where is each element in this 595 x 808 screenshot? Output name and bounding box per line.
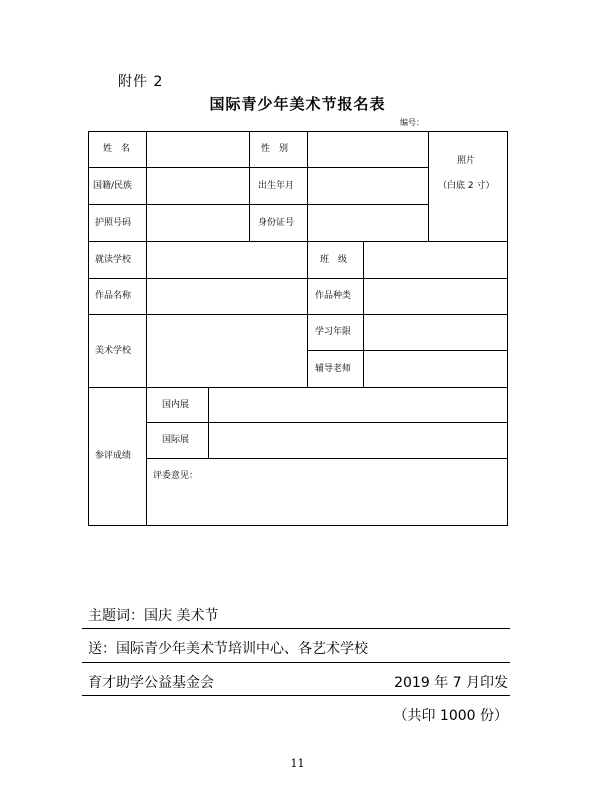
issue-date: 2019 年 7 月印发 xyxy=(394,675,508,691)
footer-divider xyxy=(82,662,510,663)
subject-words: 主题词：国庆 美术节 xyxy=(88,608,219,624)
footer-divider xyxy=(82,628,510,629)
print-copies: （共印 1000 份） xyxy=(393,708,508,724)
domestic-exhibition-label: 国内展 xyxy=(162,400,190,410)
form-title: 国际青少年美术节报名表 xyxy=(209,95,386,113)
judge-comment-label: 评委意见： xyxy=(153,471,199,481)
gender-label: 性 别 xyxy=(261,144,289,154)
school-label: 就读学校 xyxy=(95,255,132,265)
id-number-label: 身份证号 xyxy=(258,218,295,228)
name-label: 姓 名 xyxy=(103,144,131,154)
international-exhibition-label: 国际展 xyxy=(162,435,190,445)
tutor-label: 辅导老师 xyxy=(315,364,352,374)
passport-label: 护照号码 xyxy=(95,218,132,228)
study-years-label: 学习年限 xyxy=(315,327,352,337)
photo-note: （白底 2 寸） xyxy=(438,181,495,191)
art-school-label: 美术学校 xyxy=(95,346,132,356)
serial-number-label: 编号： xyxy=(400,118,424,127)
recipients: 送：国际青少年美术节培训中心、各艺术学校 xyxy=(88,641,368,657)
photo-label: 照片 xyxy=(457,156,476,166)
page-number: 11 xyxy=(290,757,305,770)
issuer: 育才助学公益基金会 xyxy=(88,675,214,691)
footer-divider xyxy=(82,695,510,696)
class-label: 班 级 xyxy=(320,255,348,265)
registration-form-table xyxy=(88,131,508,526)
work-type-label: 作品种类 xyxy=(315,291,352,301)
nationality-label: 国籍/民族 xyxy=(93,181,133,191)
work-name-label: 作品名称 xyxy=(95,291,132,301)
awards-label: 参评成绩 xyxy=(95,451,132,461)
birth-date-label: 出生年月 xyxy=(258,181,295,191)
attachment-label: 附件 2 xyxy=(118,74,164,90)
